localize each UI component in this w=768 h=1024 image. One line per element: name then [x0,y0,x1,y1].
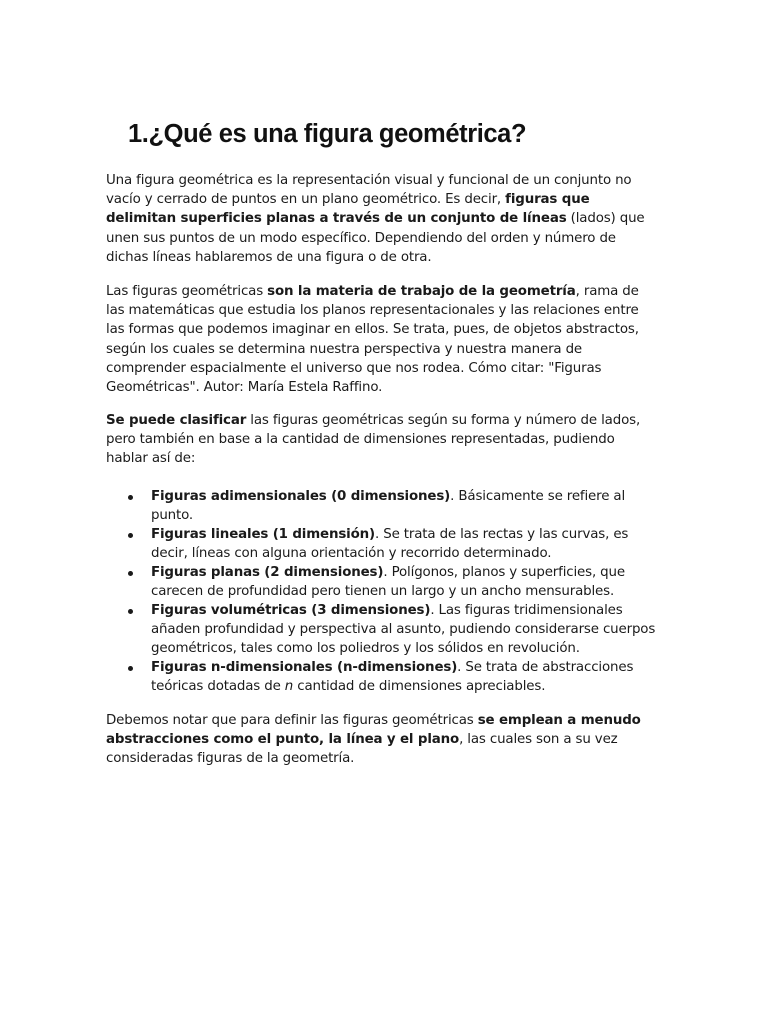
paragraph-line [106,209,674,228]
bold-text: Figuras planas (2 dimensiones) [151,565,384,580]
text-run: (lados) que [566,211,645,227]
bold-text: delimitan superficies planas a través de un conjunto de líneas [106,211,567,227]
paragraph-line [106,190,674,209]
bullet-dot-icon [128,533,133,538]
page-title: 1.¿Qué es una figura geométrica? [128,120,527,148]
paragraph-line: pero también en base a la cantidad de dimensiones representadas, pudiendo [106,432,615,448]
bullet-dot-icon [128,609,133,614]
text-run: , las cuales son a su vez [459,732,618,748]
list-item-line: punto. [151,508,194,523]
paragraph-line: las formas que podemos imaginar en ellos. Se trata, pues, de objetos abstractos, [106,322,639,338]
paragraph-definition [106,171,674,267]
bold-text: Figuras adimensionales (0 dimensiones) [151,489,451,504]
list-item [106,487,666,525]
list-item-line: carecen de profundidad pero tienen un largo y un ancho mensurables. [151,584,615,599]
bullet-dot-icon [128,666,133,671]
paragraph-abstractions [106,711,674,769]
paragraph-line: las matemáticas que estudia los planos representacionales y las relaciones entre [106,303,639,319]
list-item-line [151,677,666,696]
text-run: Las figuras geométricas [106,284,268,299]
list-item [106,601,666,658]
paragraph-line: comprender espacialmente el universo que nos rodea. Cómo citar: "Figuras [106,360,602,376]
text-run: . Las figuras tridimensionales [430,603,623,618]
bullet-dot-icon [128,495,133,500]
text-run: teóricas dotadas de [151,679,285,694]
list-item-line: añaden profundidad y perspectiva al asunto, pudiendo considerarse cuerpos [151,622,656,637]
bold-text: Figuras volumétricas (3 dimensiones) [151,603,431,618]
paragraph-geometry [106,282,674,397]
paragraph-line: consideradas figuras de la geometría. [106,751,355,767]
bold-text: son la materia de trabajo de la geometría [267,284,576,299]
text-run: las figuras geométricas según su forma y número de lados, [246,413,641,428]
list-item-line [151,525,666,544]
list-item [106,658,666,696]
paragraph-line: unen sus puntos de un modo específico. Dependiendo del orden y número de [106,230,616,246]
italic-text: n [284,679,294,694]
list-item-line [151,563,666,582]
list-item-line [151,658,666,677]
text-run: . Se trata de abstracciones [457,660,634,675]
paragraph-line [106,711,674,730]
paragraph-line: Una figura geométrica es la representación visual y funcional de un conjunto no [106,173,632,188]
paragraph-line [106,282,674,301]
list-item-line: decir, líneas con alguna orientación y recorrido determinado. [151,546,552,561]
bold-text: se emplean a menudo [477,713,641,728]
list-item [106,563,666,601]
bold-text: figuras que [505,192,590,208]
paragraph-line: hablar así de: [106,451,196,467]
list-item-line: geométricos, tales como los poliedros y los sólidos en revolución. [151,641,580,656]
paragraph-line [106,730,674,749]
bold-text: abstracciones como el punto, la línea y el plano [106,732,460,748]
text-run: . Se trata de las rectas y las curvas, es [375,527,629,542]
bold-text: Se puede clasificar [106,413,247,428]
list-item-line [151,487,666,506]
text-run: . Básicamente se refiere al [450,489,626,504]
text-run: Debemos notar que para definir las figuras geométricas [106,713,478,728]
bold-text: Figuras lineales (1 dimensión) [151,527,376,542]
paragraph-line: según los cuales se determina nuestra perspectiva y nuestra manera de [106,341,583,357]
paragraph-line [106,411,674,430]
dimension-list [106,487,666,696]
bullet-dot-icon [128,571,133,576]
list-item [106,525,666,563]
text-run: , rama de [575,284,639,299]
paragraph-classification [106,411,674,469]
paragraph-line: Geométricas". Autor: María Estela Raffino. [106,380,383,396]
text-run: cantidad de dimensiones apreciables. [293,679,546,694]
bold-text: Figuras n-dimensionales (n-dimensiones) [151,660,458,675]
list-item-line [151,601,666,620]
text-run: vacío y cerrado de puntos en un plano geométrico. Es decir, [106,192,506,208]
text-run: . Polígonos, planos y superficies, que [383,565,625,580]
paragraph-line: dichas líneas hablaremos de una figura o de otra. [106,249,432,265]
